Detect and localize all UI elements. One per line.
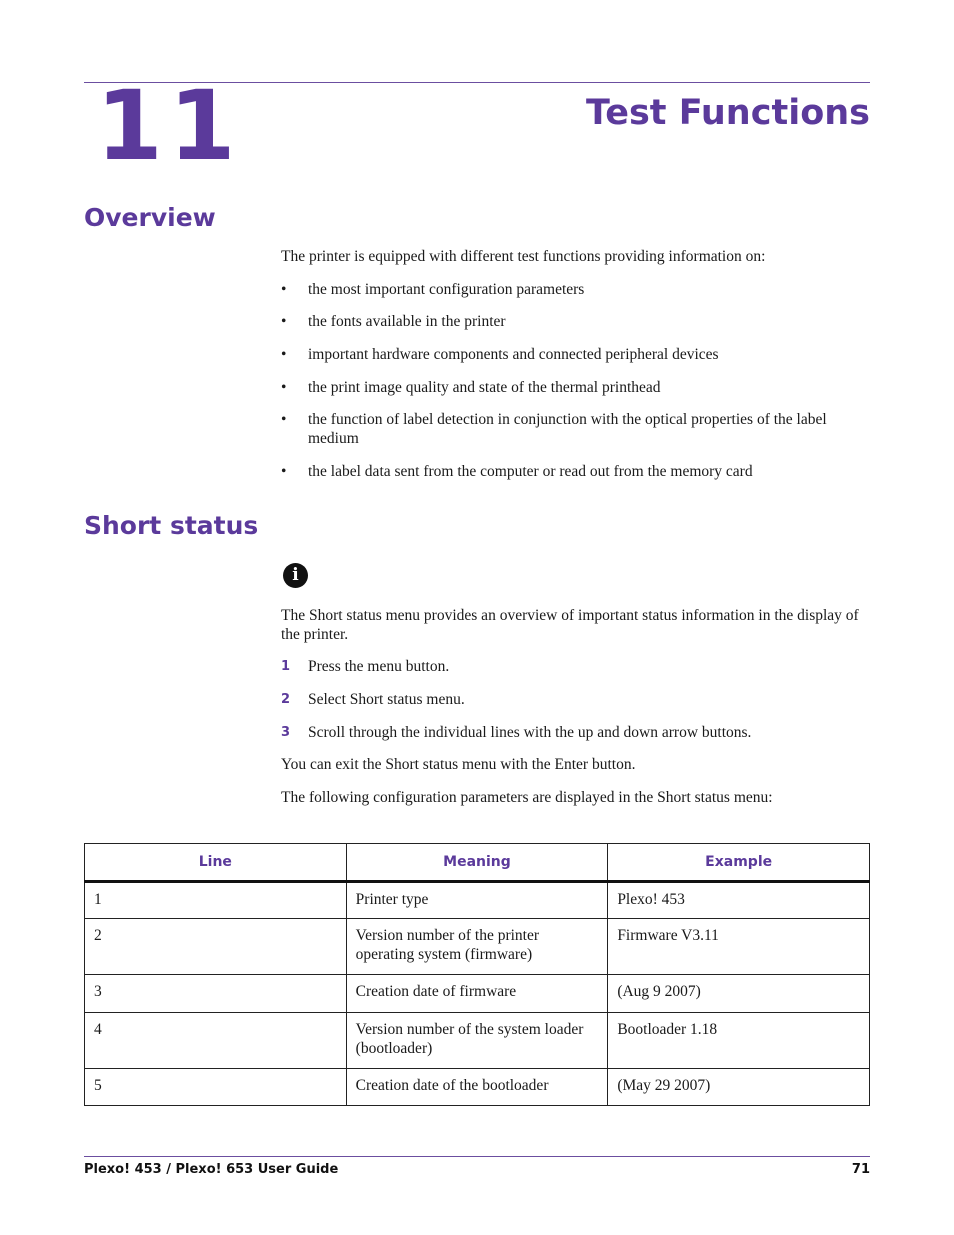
- bullet-dot: •: [281, 346, 287, 363]
- table-header-row: [85, 844, 870, 882]
- step-number: 3: [281, 725, 291, 740]
- step-text: Select Short status menu.: [308, 691, 465, 708]
- table-row: [85, 919, 870, 975]
- column-header-meaning: Meaning: [346, 844, 608, 882]
- cell-example: (May 29 2007): [608, 1069, 870, 1106]
- cell-line: 3: [85, 975, 347, 1013]
- page-number: 71: [851, 1162, 870, 1177]
- step-number: 1: [281, 659, 291, 674]
- step-text: Press the menu button.: [308, 658, 450, 675]
- exit-note: You can exit the Short status menu with the Enter button.: [281, 756, 636, 773]
- bullet-dot: •: [281, 281, 287, 298]
- cell-meaning: Creation date of the bootloader: [346, 1069, 608, 1106]
- cell-example: Firmware V3.11: [608, 919, 870, 975]
- overview-heading: Overview: [84, 203, 216, 232]
- table-row: [85, 1069, 870, 1106]
- bullet-dot: •: [281, 313, 287, 330]
- bullet-text: the function of label detection in conjunction with the optical properties of the label medium: [308, 411, 827, 447]
- bullet-text: important hardware components and connected peripheral devices: [308, 346, 719, 363]
- table-intro: The following configuration parameters are displayed in the Short status menu:: [281, 789, 773, 806]
- cell-line: 5: [85, 1069, 347, 1106]
- bullet-text: the label data sent from the computer or read out from the memory card: [308, 463, 753, 480]
- cell-meaning: Version number of the printer operating system (firmware): [346, 919, 608, 975]
- cell-example: Bootloader 1.18: [608, 1013, 870, 1069]
- cell-example: Plexo! 453: [608, 882, 870, 919]
- column-header-example: Example: [608, 844, 870, 882]
- table-row: [85, 975, 870, 1013]
- chapter-number: 11: [96, 70, 242, 182]
- short-status-table: [84, 843, 870, 1106]
- cell-meaning: Creation date of firmware: [346, 975, 608, 1013]
- cell-meaning: Printer type: [346, 882, 608, 919]
- info-icon: i: [283, 563, 308, 588]
- cell-example: (Aug 9 2007): [608, 975, 870, 1013]
- short-status-intro: The Short status menu provides an overview of important status information in the display of the printer.: [281, 607, 859, 643]
- bullet-dot: •: [281, 411, 287, 428]
- cell-meaning: Version number of the system loader (bootloader): [346, 1013, 608, 1069]
- bullet-dot: •: [281, 463, 287, 480]
- short-status-heading: Short status: [84, 511, 259, 540]
- chapter-title: Test Functions: [586, 93, 870, 133]
- table-row: [85, 882, 870, 919]
- bullet-text: the most important configuration parameters: [308, 281, 585, 298]
- bullet-dot: •: [281, 379, 287, 396]
- footer-rule: [84, 1156, 870, 1157]
- bullet-text: the fonts available in the printer: [308, 313, 506, 330]
- cell-line: 2: [85, 919, 347, 975]
- bullet-text: the print image quality and state of the thermal printhead: [308, 379, 661, 396]
- cell-line: 1: [85, 882, 347, 919]
- step-text: Scroll through the individual lines with the up and down arrow buttons.: [308, 724, 752, 741]
- footer-title: Plexo! 453 / Plexo! 653 User Guide: [84, 1162, 339, 1177]
- step-number: 2: [281, 692, 291, 707]
- cell-line: 4: [85, 1013, 347, 1069]
- overview-intro: The printer is equipped with different test functions providing information on:: [281, 248, 766, 265]
- table-row: [85, 1013, 870, 1069]
- column-header-line: Line: [85, 844, 347, 882]
